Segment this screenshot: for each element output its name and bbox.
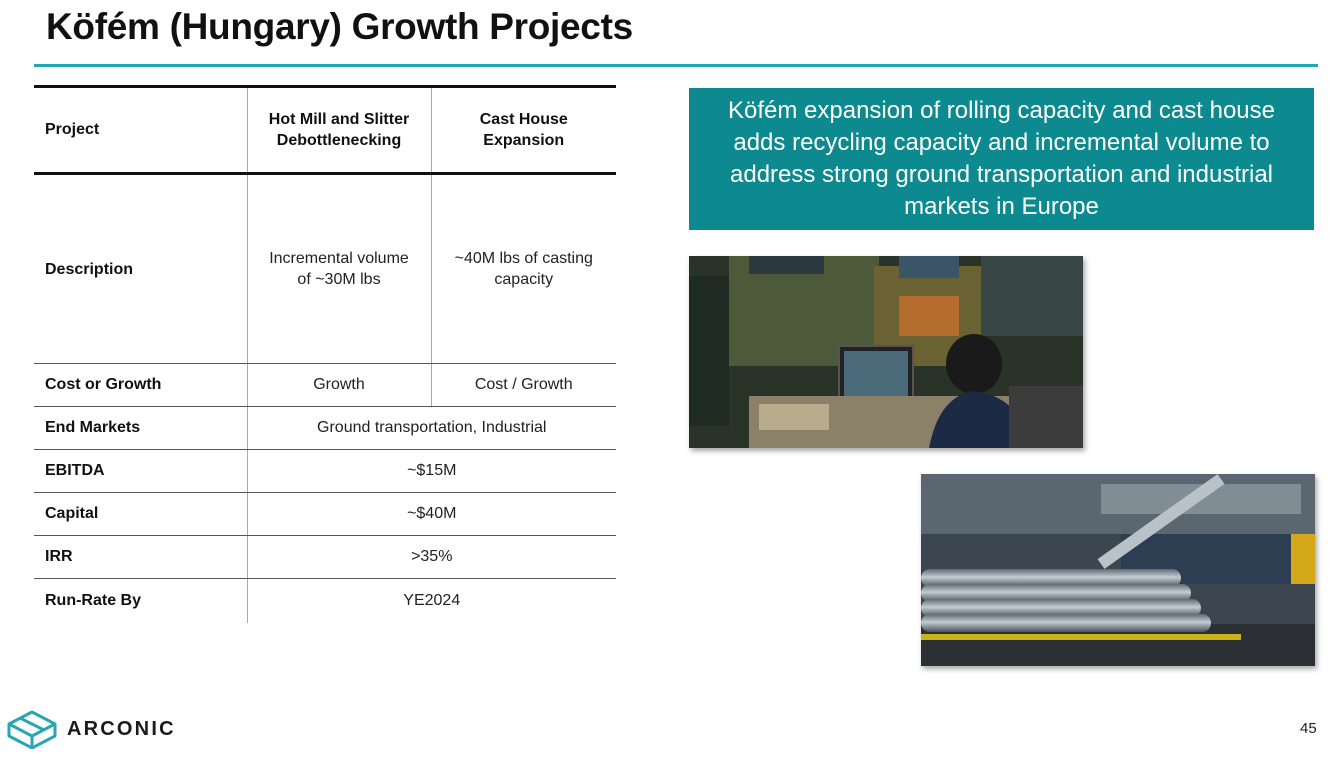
table-row-end-markets bbox=[34, 407, 616, 450]
capital-label: Capital bbox=[34, 493, 247, 536]
description-cast-house: ~40M lbs of casting capacity bbox=[431, 174, 616, 364]
arconic-cube-icon bbox=[6, 709, 58, 749]
run-rate-label: Run-Rate By bbox=[45, 592, 142, 609]
title-divider bbox=[34, 64, 1318, 67]
page-title: Köfém (Hungary) Growth Projects bbox=[46, 6, 633, 47]
irr-label: IRR bbox=[34, 536, 247, 579]
summary-callout bbox=[689, 88, 1314, 230]
irr-value: >35% bbox=[247, 536, 616, 579]
table-row-run-rate bbox=[34, 579, 616, 624]
description-hot-mill: Incremental volume of ~30M lbs bbox=[247, 174, 431, 364]
run-rate-value: YE2024 bbox=[247, 579, 616, 624]
capital-value: ~$40M bbox=[247, 493, 616, 536]
arconic-logo bbox=[6, 709, 176, 749]
table-row-capital bbox=[34, 493, 616, 536]
page-number: 45 bbox=[1300, 720, 1317, 737]
aluminum-ingots-photo bbox=[921, 474, 1315, 666]
table-row-irr bbox=[34, 536, 616, 579]
control-room-illustration bbox=[689, 256, 1083, 448]
table-row-description bbox=[34, 174, 616, 364]
cost-or-growth-cast-house: Cost / Growth bbox=[431, 364, 616, 407]
ebitda-value: ~$15M bbox=[247, 450, 616, 493]
ingots-illustration bbox=[921, 474, 1315, 666]
end-markets-label: End Markets bbox=[34, 407, 247, 450]
control-room-photo bbox=[689, 256, 1083, 448]
header-hot-mill: Hot Mill and Slitter Debottlenecking bbox=[247, 87, 431, 174]
description-label: Description bbox=[34, 174, 247, 364]
table-row-cost-or-growth bbox=[34, 364, 616, 407]
end-markets-value: Ground transportation, Industrial bbox=[247, 407, 616, 450]
projects-table bbox=[34, 85, 616, 623]
table-row-ebitda bbox=[34, 450, 616, 493]
table-header-row bbox=[34, 87, 616, 174]
ebitda-label: EBITDA bbox=[34, 450, 247, 493]
cost-or-growth-label: Cost or Growth bbox=[34, 364, 247, 407]
arconic-wordmark: ARCONIC bbox=[67, 717, 176, 740]
cost-or-growth-hot-mill: Growth bbox=[247, 364, 431, 407]
callout-text: Köfém expansion of rolling capacity and cast house adds recycling capacity and incremental volume to address strong ground transportation and industrial markets in Europe bbox=[728, 97, 1275, 220]
header-project-label: Project bbox=[34, 87, 247, 174]
header-cast-house: Cast House Expansion bbox=[431, 87, 616, 174]
